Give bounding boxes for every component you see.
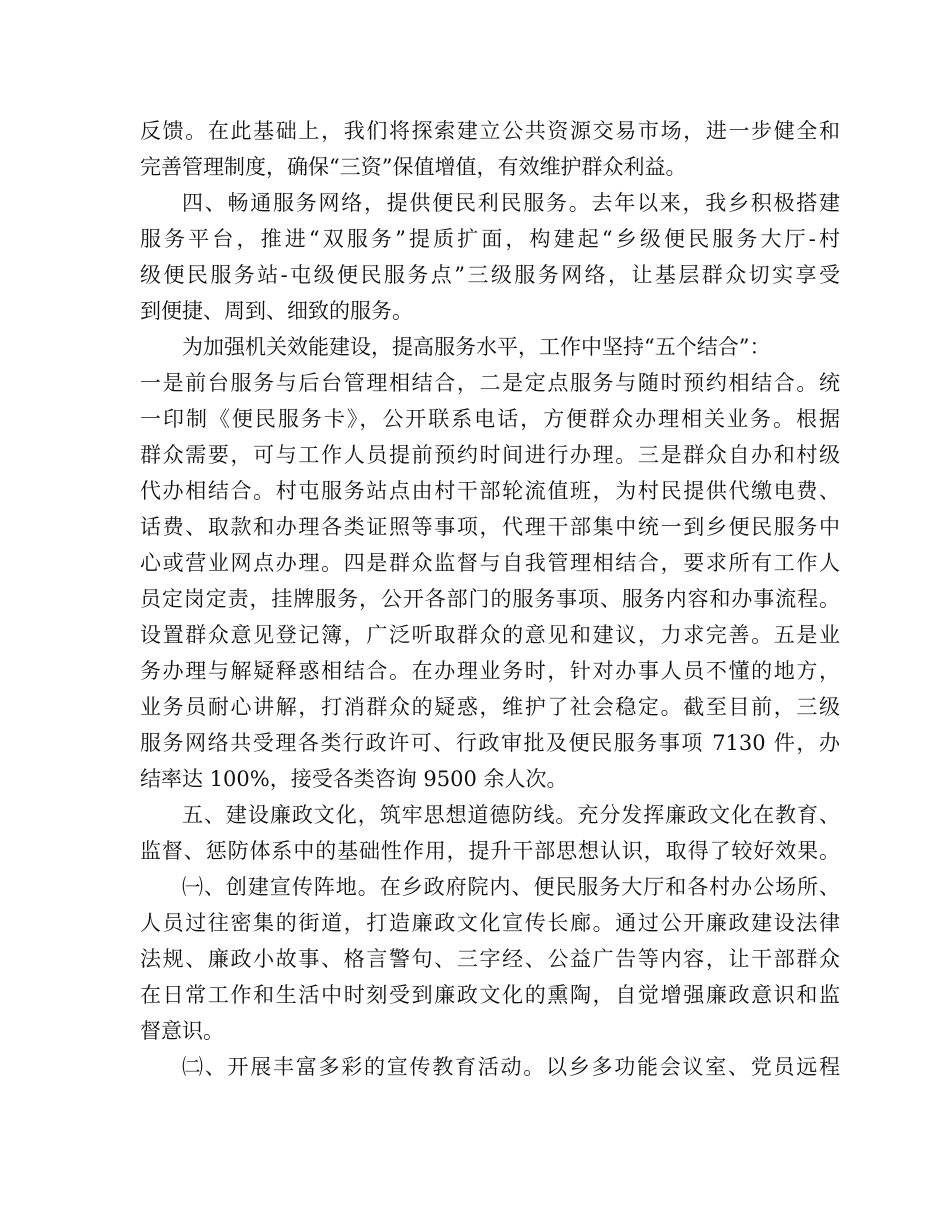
- text-line: ㈡、开展丰富多彩的宣传教育活动。以乡多功能会议室、党员远程: [182, 1055, 840, 1079]
- text-line: 级便民服务站-屯级便民服务点”三级服务网络，让基层群众切实享受: [140, 263, 840, 287]
- text-line: 务办理与解疑释惑相结合。在办理业务时，针对办事人员不懂的地方，: [140, 659, 840, 683]
- text-line: 五、建设廉政文化，筑牢思想道德防线。充分发挥廉政文化在教育、: [182, 803, 840, 827]
- text-line: 员定岗定责，挂牌服务，公开各部门的服务事项、服务内容和办事流程。: [140, 587, 840, 611]
- text-line: 为加强机关效能建设，提高服务水平，工作中坚持“五个结合”：: [182, 335, 771, 359]
- text-line: 话费、取款和办理各类证照等事项，代理干部集中统一到乡便民服务中: [140, 515, 840, 539]
- text-line: 四、畅通服务网络，提供便民利民服务。去年以来，我乡积极搭建: [182, 191, 840, 215]
- text-line: ㈠、创建宣传阵地。在乡政府院内、便民服务大厅和各村办公场所、: [182, 875, 840, 899]
- text-line: 反馈。在此基础上，我们将探索建立公共资源交易市场，进一步健全和: [140, 119, 840, 143]
- text-line: 代办相结合。村屯服务站点由村干部轮流值班，为村民提供代缴电费、: [140, 479, 840, 503]
- text-line: 一印制《便民服务卡》，公开联系电话，方便群众办理相关业务。根据: [140, 407, 840, 431]
- text-line: 群众需要，可与工作人员提前预约时间进行办理。三是群众自办和村级: [140, 443, 840, 467]
- text-line: 服务网络共受理各类行政许可、行政审批及便民服务事项 7130 件，办: [140, 731, 840, 755]
- text-line: 服务平台，推进“双服务”提质扩面，构建起“乡级便民服务大厅-村: [140, 227, 840, 251]
- text-line: 人员过往密集的街道，打造廉政文化宣传长廊。通过公开廉政建设法律: [140, 911, 840, 935]
- text-line: 业务员耐心讲解，打消群众的疑惑，维护了社会稳定。截至目前，三级: [140, 695, 840, 719]
- text-line: 督意识。: [140, 1019, 224, 1043]
- text-line: 一是前台服务与后台管理相结合，二是定点服务与随时预约相结合。统: [140, 371, 840, 395]
- text-line: 设置群众意见登记簿，广泛听取群众的意见和建议，力求完善。五是业: [140, 623, 840, 647]
- text-line: 心或营业网点办理。四是群众监督与自我管理相结合，要求所有工作人: [140, 551, 840, 575]
- text-line: 结率达 100%，接受各类咨询 9500 余人次。: [140, 767, 568, 791]
- text-line: 完善管理制度，确保“三资”保值增值，有效维护群众利益。: [140, 155, 687, 179]
- body-text: [140, 113, 840, 1085]
- text-line: 在日常工作和生活中时刻受到廉政文化的熏陶，自觉增强廉政意识和监: [140, 983, 840, 1007]
- text-line: 到便捷、周到、细致的服务。: [140, 299, 413, 323]
- text-line: 法规、廉政小故事、格言警句、三字经、公益广告等内容，让干部群众: [140, 947, 840, 971]
- text-line: 监督、惩防体系中的基础性作用，提升干部思想认识，取得了较好效果。: [140, 839, 840, 863]
